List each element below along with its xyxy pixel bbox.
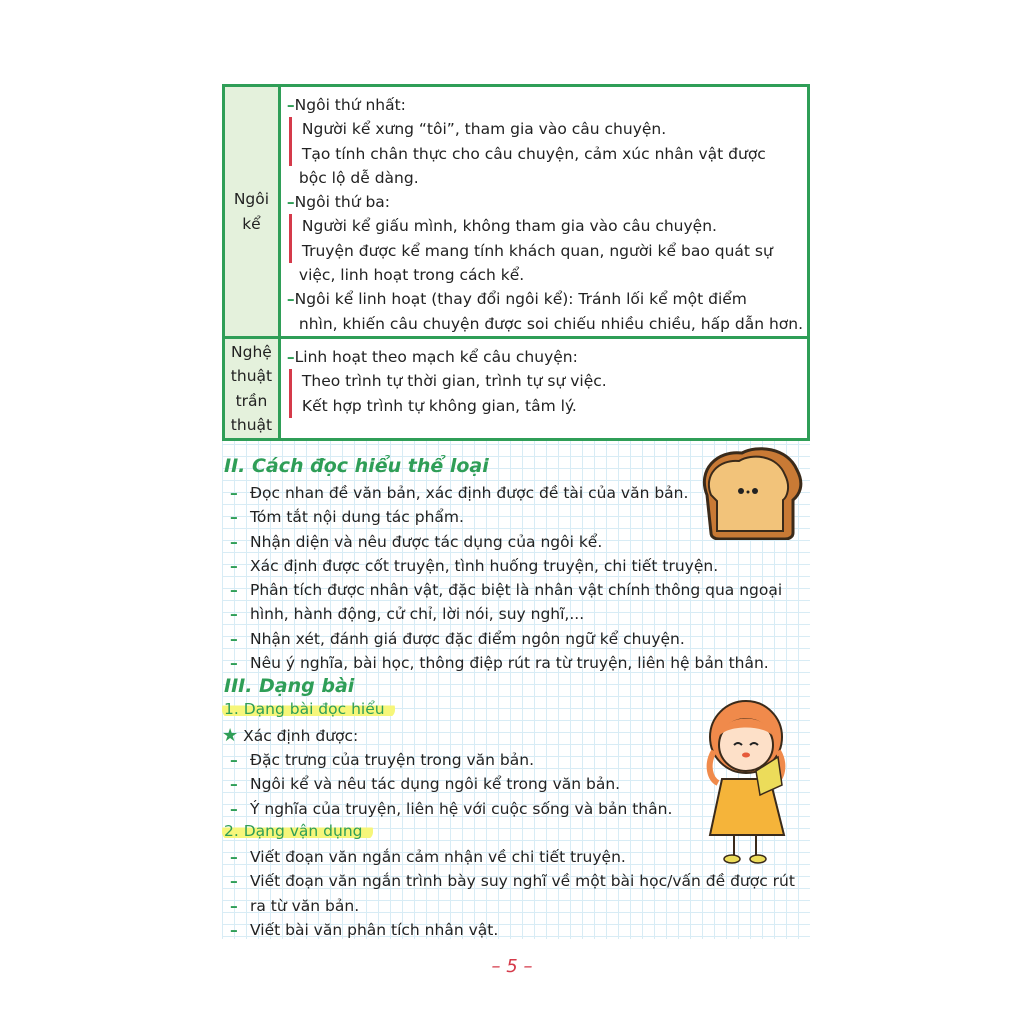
list-item: – Nhận xét, đánh giá được đặc điểm ngôn ngữ kể chuyện. <box>228 627 782 651</box>
girl-reading-icon <box>700 695 792 867</box>
row-header-ngoi-ke: Ngôi kể <box>224 86 280 338</box>
line: Người kể giấu mình, không tham gia vào câu chuyện. <box>301 217 717 236</box>
list-item: – Đọc nhan đề văn bản, xác định được đề tài của văn bản. <box>228 481 782 505</box>
list-item: – Nêu ý nghĩa, bài học, thông điệp rút ra từ truyện, liên hệ bản thân. <box>228 651 782 675</box>
line: Ngôi thứ nhất: <box>294 96 406 114</box>
reading-steps-list <box>228 481 782 675</box>
list-item: – Ý nghĩa của truyện, liên hệ với cuộc sống và bản thân. <box>228 797 672 821</box>
line: bộc lộ dễ dàng. <box>298 168 419 187</box>
table-row <box>224 338 809 440</box>
line: Tạo tính chân thực cho câu chuyện, cảm xúc nhân vật được <box>301 144 766 163</box>
list-item: – Viết đoạn văn ngắn trình bày suy nghĩ về một bài học/vấn đề được rút <box>228 869 795 893</box>
section-title-3: III. Dạng bài <box>224 675 355 697</box>
list-item: – Nhận diện và nêu được tác dụng của ngôi kể. <box>228 530 782 554</box>
line: Ngôi thứ ba: <box>294 193 391 212</box>
list-item: – Viết đoạn văn ngắn cảm nhận về chi tiết truyện. <box>228 845 795 869</box>
lead-line: ★ Xác định được: <box>222 725 359 746</box>
row-body-ngoi-ke: –Ngôi thứ nhất: Người kể xưng “tôi”, tham gia vào câu chuyện. Tạo tính chân thực cho câu chuyện, cảm xúc nhân vật được bộc lộ dễ dàng. –Ngôi thứ ba: Người kể giấu mình, không tham gia vào câu chuyện. Truyện được kể mang tính khách quan, người kể bao quát sự việc, linh hoạt trong cách kể. –Ngôi kể linh hoạt (thay đổi ngôi kể): Tránh lối kể một điểm nhìn, khiến câu chuyện được soi chiếu nhiều chiều, hấp dẫn hơn. <box>279 86 808 338</box>
list-item: – hình, hành động, cử chỉ, lời nói, suy nghĩ,... <box>228 602 782 626</box>
row-header-nghe-thuat: Nghệ thuật trần thuật <box>224 338 280 440</box>
star-icon: ★ <box>222 725 239 746</box>
reading-exercise-list <box>228 748 672 821</box>
line: việc, linh hoạt trong cách kể. <box>298 266 525 285</box>
list-item: – Phân tích được nhân vật, đặc biệt là nhân vật chính thông qua ngoại <box>228 578 782 602</box>
page-number: – 5 – <box>491 956 533 977</box>
list-item: – ra từ văn bản. <box>228 894 795 918</box>
line: Ngôi kể linh hoạt (thay đổi ngôi kể): Tránh lối kể một điểm <box>294 290 747 309</box>
list-item: – Đặc trưng của truyện trong văn bản. <box>228 748 672 772</box>
info-table <box>222 84 810 441</box>
section-title-2: II. Cách đọc hiểu thể loại <box>224 455 489 477</box>
list-item: – Ngôi kể và nêu tác dụng ngôi kể trong văn bản. <box>228 772 672 796</box>
list-item: – Tóm tắt nội dung tác phẩm. <box>228 505 782 529</box>
table-row <box>224 86 809 338</box>
subsection-title-1: 1. Dạng bài đọc hiểu <box>222 700 395 718</box>
line: Truyện được kể mang tính khách quan, người kể bao quát sự <box>301 241 773 260</box>
line: Theo trình tự thời gian, trình tự sự việc. <box>301 372 607 391</box>
list-item: – Viết bài văn phân tích nhân vật. <box>228 918 795 942</box>
line: nhìn, khiến câu chuyện được soi chiếu nhiều chiều, hấp dẫn hơn. <box>298 314 803 333</box>
line: Kết hợp trình tự không gian, tâm lý. <box>301 396 577 415</box>
subsection-title-2: 2. Dạng vận dụng <box>222 822 373 840</box>
list-item: – Xác định được cốt truyện, tình huống truyện, chi tiết truyện. <box>228 554 782 578</box>
line: Linh hoạt theo mạch kể câu chuyện: <box>294 348 578 366</box>
line: Người kể xưng “tôi”, tham gia vào câu chuyện. <box>301 120 667 139</box>
row-body-nghe-thuat: –Linh hoạt theo mạch kể câu chuyện: Theo trình tự thời gian, trình tự sự việc. Kết hợp trình tự không gian, tâm lý. <box>279 338 808 440</box>
